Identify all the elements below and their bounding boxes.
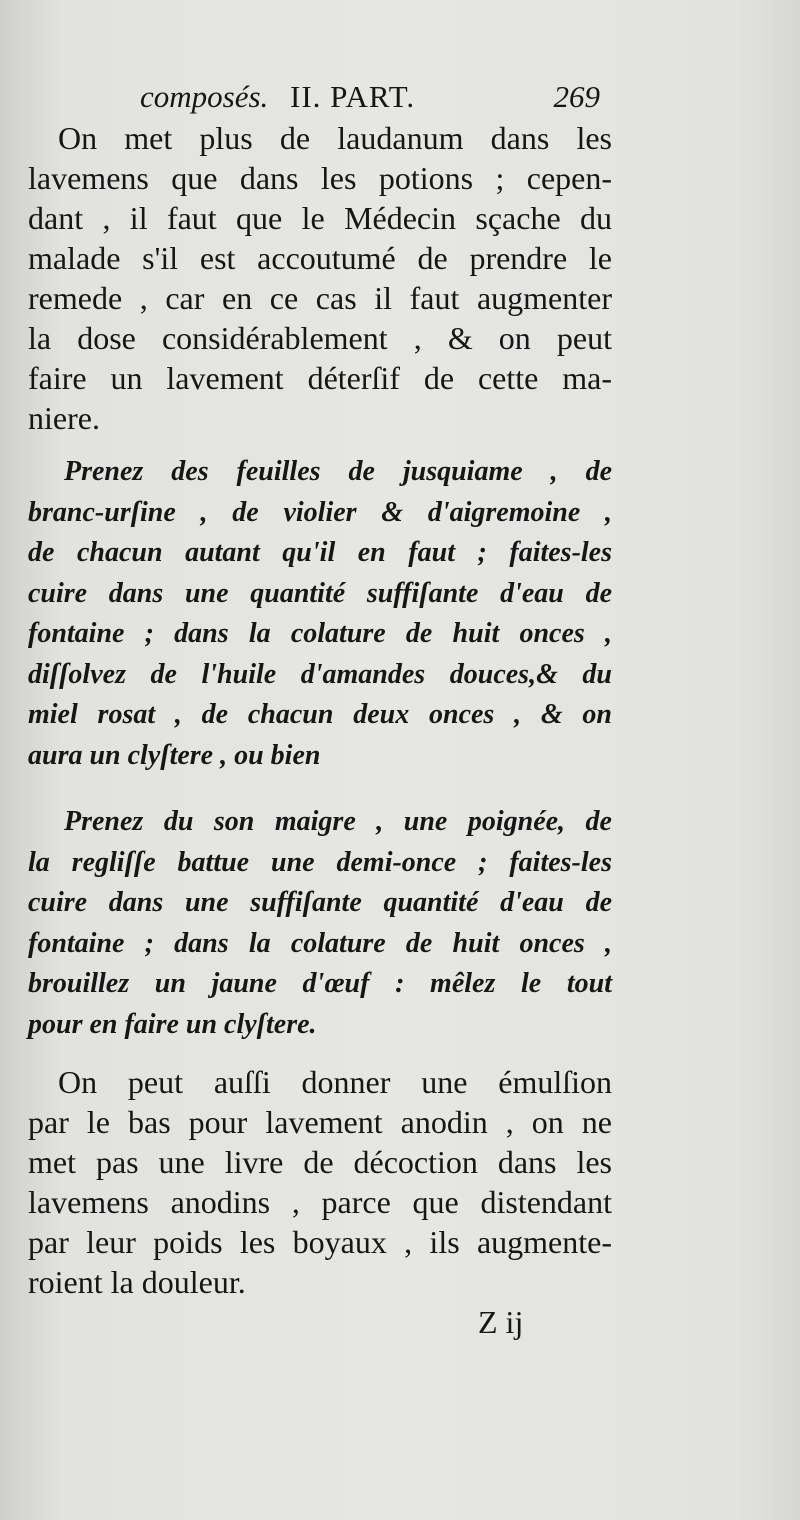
paragraph-laudanum: [28, 118, 612, 438]
text-line: fontaine ; dans la colature de huit onces ,: [28, 927, 612, 959]
page-number: 269: [553, 79, 600, 114]
text-line: fontaine ; dans la colature de huit onces ,: [28, 618, 612, 649]
text-line: diſſolvez de l'huile d'amandes douces,& du: [28, 658, 612, 690]
text-line: la regliſſe battue une demi-once ; faites-les: [28, 846, 612, 878]
text-line: cuire dans une suffiſante quantité d'eau de: [28, 887, 612, 918]
running-head: [140, 74, 600, 120]
text-line: la dose considérablement , & on peut: [28, 320, 612, 356]
text-line: par le bas pour lavement anodin , on ne: [28, 1104, 612, 1140]
text-line: On peut auſſi donner une émulſion: [58, 1064, 612, 1100]
text-line: miel rosat , de chacun deux onces , & on: [28, 699, 612, 730]
text-line: met pas une livre de décoction dans les: [28, 1144, 612, 1180]
running-head-part: II. PART.: [290, 79, 416, 114]
running-head-title: composés.: [140, 79, 269, 114]
recipe-son-maigre: [28, 802, 612, 1045]
text-line: niere.: [28, 400, 100, 436]
text-line: malade s'il est accoutumé de prendre le: [28, 240, 612, 276]
signature-mark: Z ij: [478, 1304, 524, 1340]
text-line: cuire dans une quantité suffiſante d'eau de: [28, 577, 612, 609]
text-line: lavemens anodins , parce que distendant: [28, 1184, 612, 1220]
text-line: pour en faire un clyſtere.: [28, 1008, 317, 1040]
text-line: branc-urſine , de violier & d'aigremoine ,: [28, 496, 612, 528]
text-line: remede , car en ce cas il faut augmenter: [28, 280, 612, 316]
text-line: Prenez des feuilles de jusquiame , de: [64, 456, 612, 487]
text-line: lavemens que dans les potions ; cepen-: [28, 160, 612, 196]
recipe-jusquiame: [28, 452, 612, 776]
text-line: roient la douleur.: [28, 1264, 246, 1300]
text-line: de chacun autant qu'il en faut ; faites-les: [28, 537, 612, 568]
text-line: aura un clyſtere , ou bien: [28, 739, 321, 771]
paragraph-emulsion: [28, 1062, 612, 1302]
text-line: dant , il faut que le Médecin sçache du: [28, 200, 612, 236]
text-line: par leur poids les boyaux , ils augmente-: [28, 1224, 612, 1260]
text-line: faire un lavement déterſif de cette ma-: [28, 360, 612, 396]
text-line: On met plus de laudanum dans les: [58, 120, 612, 156]
text-line: Prenez du son maigre , une poignée, de: [64, 806, 612, 837]
text-line: brouillez un jaune d'œuf : mêlez le tout: [28, 968, 612, 999]
